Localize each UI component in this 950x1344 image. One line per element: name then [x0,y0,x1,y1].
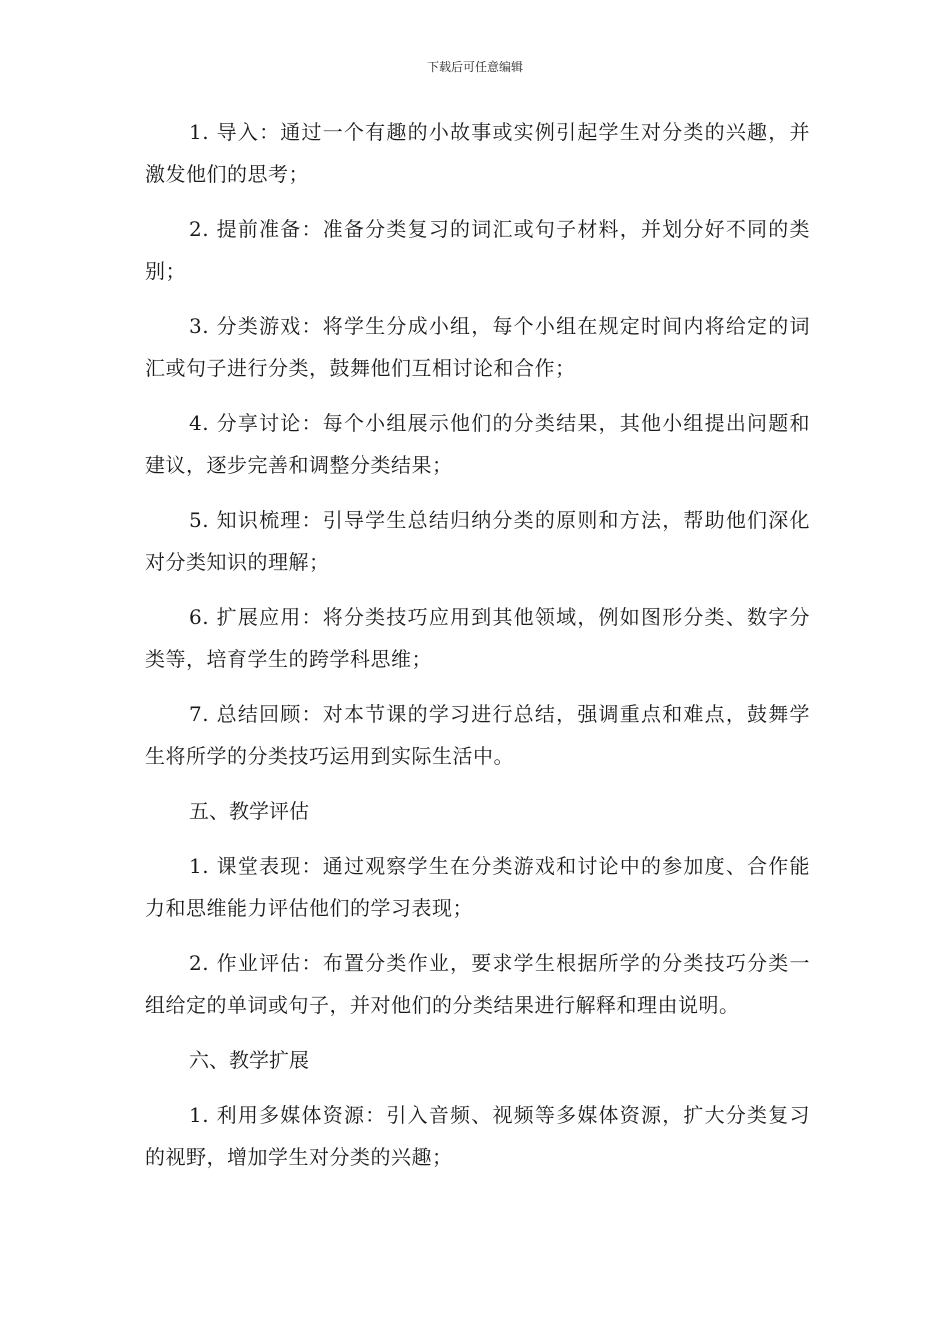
section-heading-extension: 六、教学扩展 [189,1048,309,1072]
paragraph-step-4: 4. 分享讨论：每个小组展示他们的分类结果，其他小组提出问题和建议，逐步完善和调整分类结果； [145,411,810,477]
paragraph-step-3: 3. 分类游戏：将学生分成小组，每个小组在规定时间内将给定的词汇或句子进行分类，鼓舞他们互相讨论和合作； [145,314,810,380]
paragraph-ext-1: 1. 利用多媒体资源：引入音频、视频等多媒体资源，扩大分类复习的视野，增加学生对分类的兴趣； [145,1103,810,1169]
paragraph-step-7: 7. 总结回顾：对本节课的学习进行总结，强调重点和难点，鼓舞学生将所学的分类技巧运用到实际生活中。 [145,702,810,768]
document-body [145,111,810,1191]
page-header: 下载后可任意编辑 [426,60,523,74]
paragraph-eval-1: 1. 课堂表现：通过观察学生在分类游戏和讨论中的参加度、合作能力和思维能力评估他们的学习表现； [145,854,810,920]
paragraph-step-1: 1. 导入：通过一个有趣的小故事或实例引起学生对分类的兴趣，并激发他们的思考； [145,120,810,186]
paragraph-eval-2: 2. 作业评估：布置分类作业，要求学生根据所学的分类技巧分类一组给定的单词或句子，并对他们的分类结果进行解释和理由说明。 [145,951,810,1017]
paragraph-step-2: 2. 提前准备：准备分类复习的词汇或句子材料，并划分好不同的类别； [145,217,810,283]
section-heading-evaluation: 五、教学评估 [189,799,309,823]
paragraph-step-6: 6. 扩展应用：将分类技巧应用到其他领域，例如图形分类、数字分类等，培育学生的跨学科思维； [145,605,810,671]
paragraph-step-5: 5. 知识梳理：引导学生总结归纳分类的原则和方法，帮助他们深化对分类知识的理解； [145,508,810,574]
